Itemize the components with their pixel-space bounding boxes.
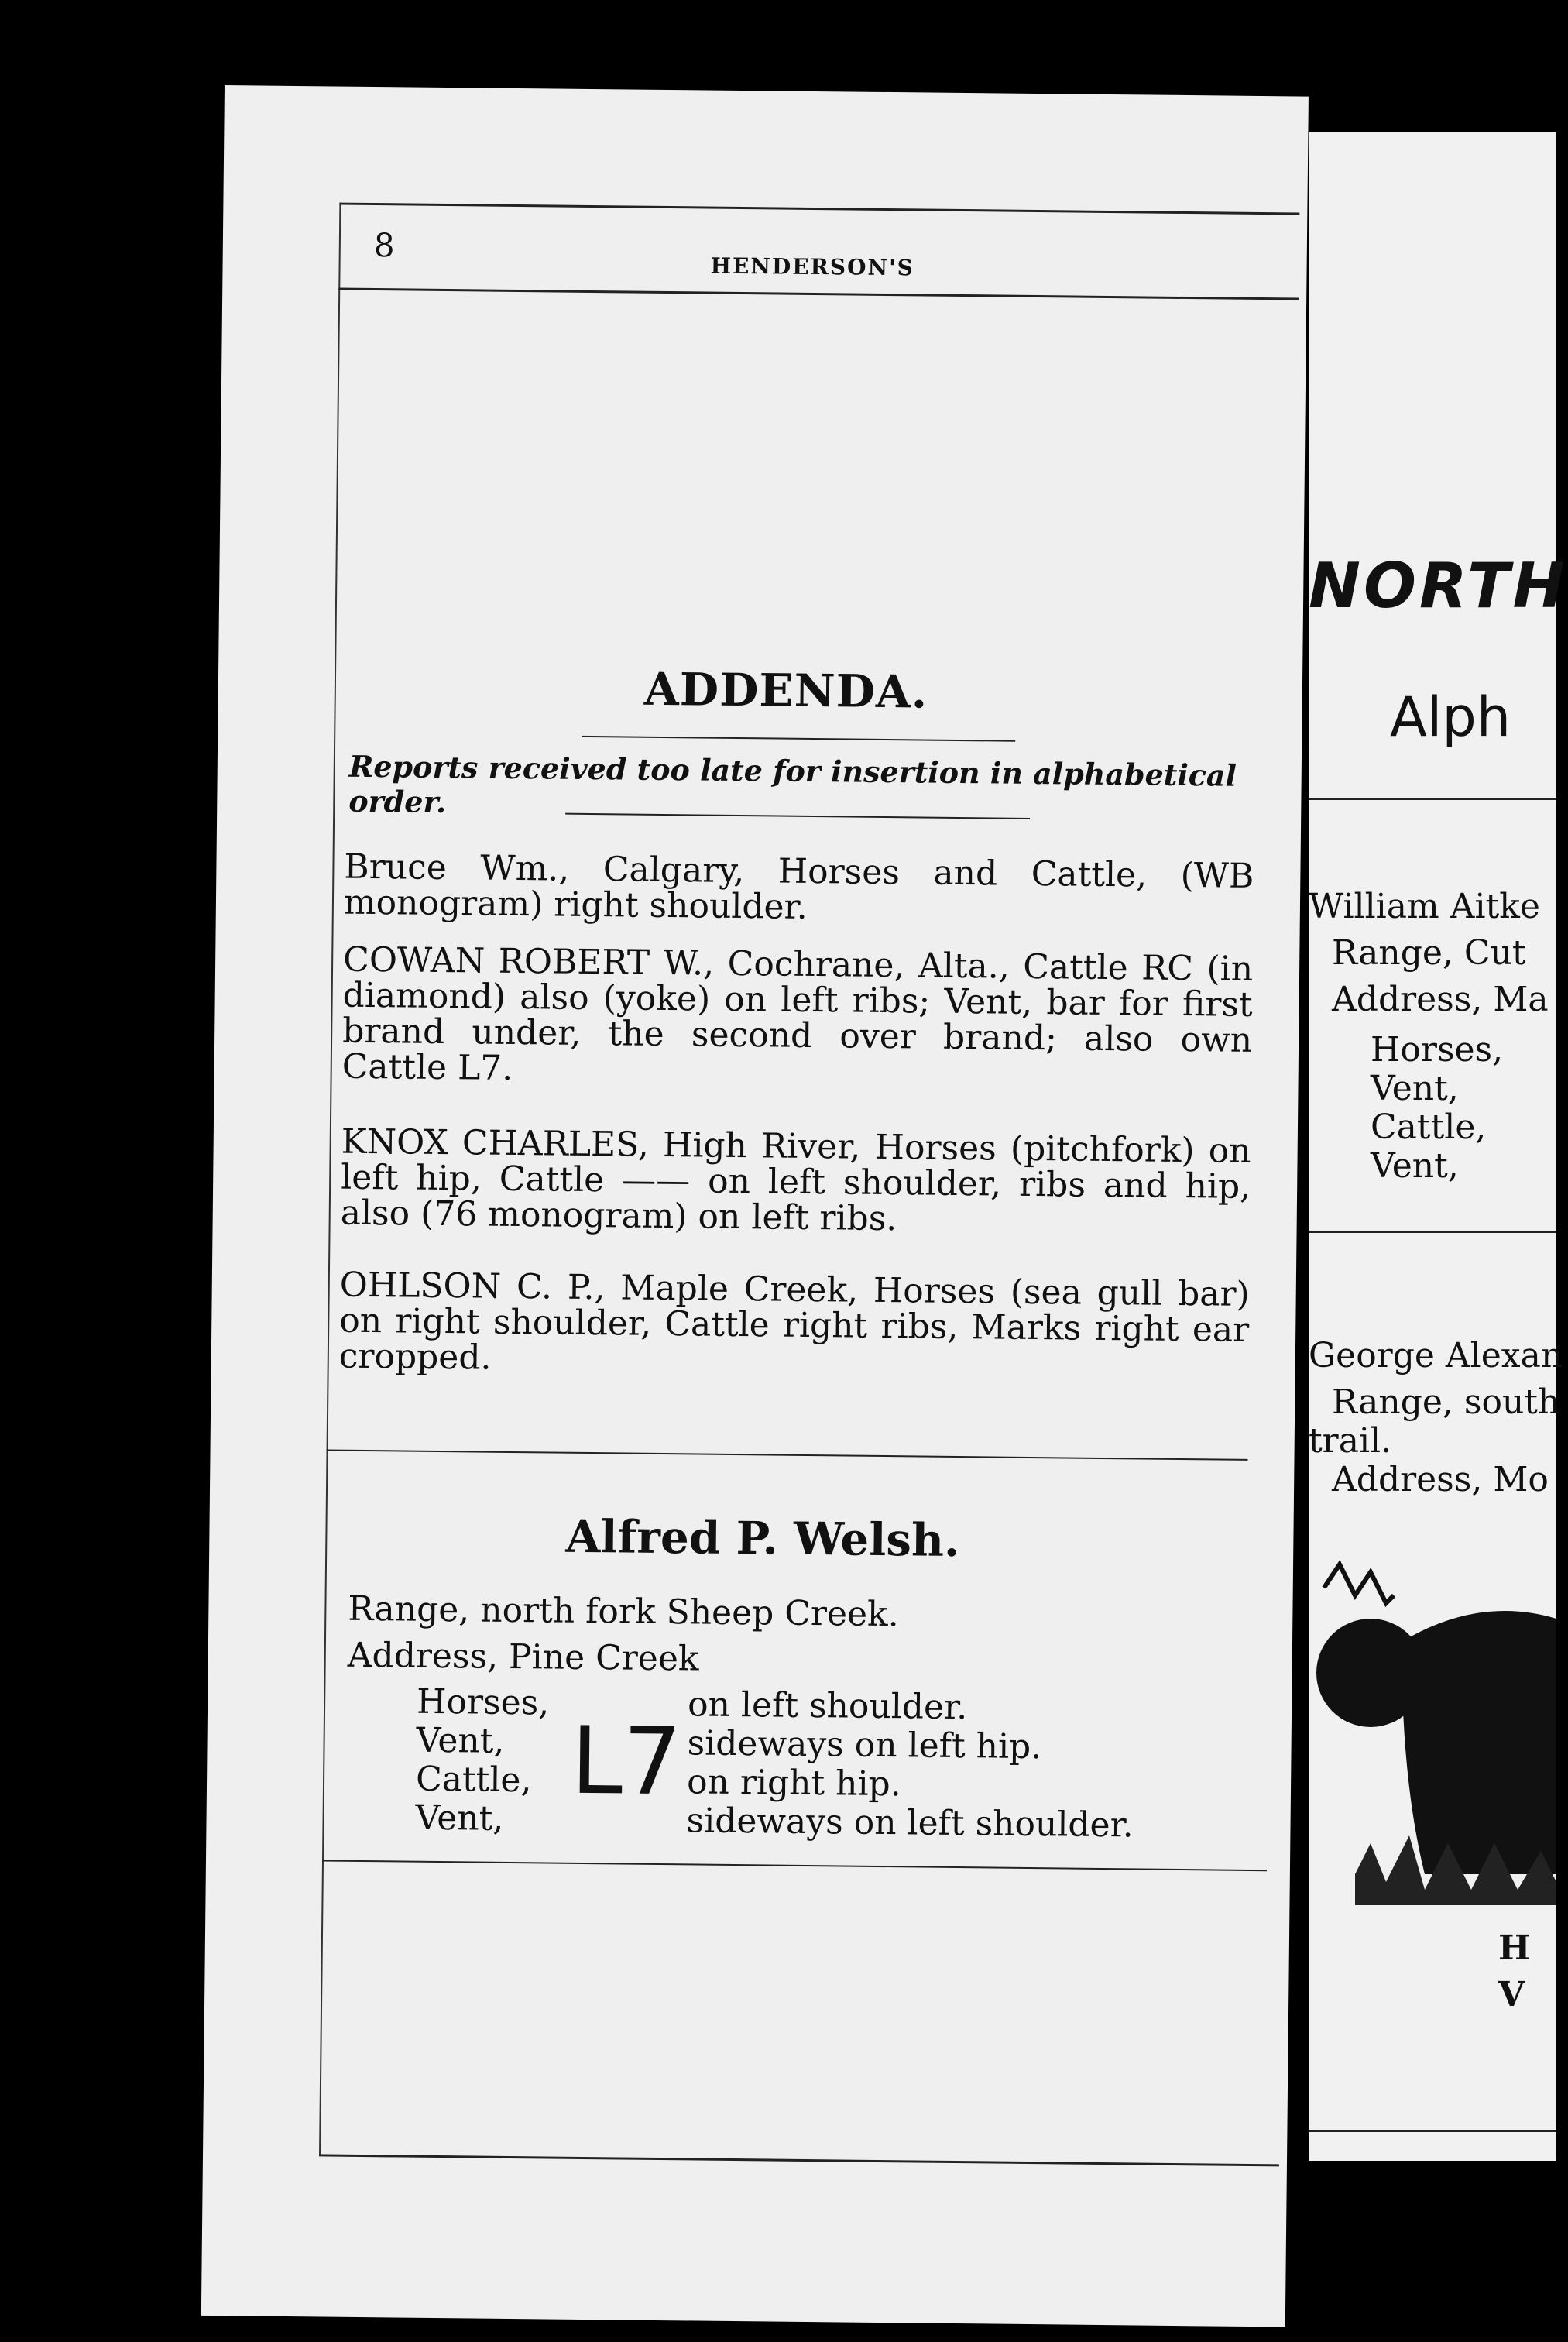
brand-mark: L7 bbox=[570, 1707, 683, 1817]
welsh-address: Address, Pine Creek bbox=[347, 1635, 699, 1679]
right-page-subtitle: Alph bbox=[1390, 685, 1511, 749]
right-entry-line: Cattle, bbox=[1371, 1107, 1487, 1147]
right-entry-line: Vent, bbox=[1371, 1069, 1459, 1108]
entry-bruce: Bruce Wm., Calgary, Horses and Cattle, (WB monogram) right shoulder. bbox=[343, 846, 1254, 927]
welsh-range: Range, north fork Sheep Creek. bbox=[348, 1588, 899, 1635]
right-section-rule bbox=[1309, 1231, 1556, 1233]
right-entry-line: Range, Cut bbox=[1332, 933, 1526, 973]
brand-label: Cattle, bbox=[415, 1759, 532, 1801]
right-entry-line: George Alexan bbox=[1309, 1336, 1563, 1375]
right-entry-line: William Aitke bbox=[1309, 887, 1540, 926]
entry-ohlson: OHLSON C. P., Maple Creek, Horses (sea gull bar) on right shoulder, Cattle right ribs, Marks right ear cropped. bbox=[338, 1265, 1250, 1378]
cow-illustration bbox=[1309, 1549, 1556, 1905]
page-number: 8 bbox=[373, 226, 395, 265]
right-entry-line: Vent, bbox=[1371, 1146, 1459, 1186]
brand-label: Vent, bbox=[415, 1798, 504, 1839]
right-entry-line: trail. bbox=[1309, 1421, 1392, 1461]
brand-description: on right hip. bbox=[686, 1762, 901, 1805]
right-entry-line: Range, south bbox=[1332, 1382, 1560, 1422]
right-entry-line: H bbox=[1498, 1928, 1531, 1968]
running-head: HENDERSON'S bbox=[710, 252, 915, 281]
entry-cowan: COWAN ROBERT W., Cochrane, Alta., Cattle RC (in diamond) also (yoke) on left ribs; Vent, bar for first brand under, the second over brand; also own Cattle L7. bbox=[341, 939, 1254, 1088]
brand-description: sideways on left shoulder. bbox=[686, 1801, 1134, 1846]
brand-label: Horses, bbox=[416, 1681, 550, 1723]
right-entry-line: V bbox=[1498, 1975, 1525, 2014]
right-page bbox=[1309, 132, 1568, 2161]
right-entry-line: Address, Mo bbox=[1332, 1460, 1549, 1499]
brand-description: on left shoulder. bbox=[687, 1684, 968, 1728]
right-entry-line: Address, Ma bbox=[1332, 980, 1549, 1019]
left-page bbox=[201, 85, 1309, 2327]
entry-knox: KNOX CHARLES, High River, Horses (pitchfork) on left hip, Cattle —— on left shoulder, ribs and hip, also (76 monogram) on left ribs. bbox=[340, 1121, 1251, 1239]
brand-description: sideways on left hip. bbox=[687, 1723, 1042, 1767]
brand-label: Vent, bbox=[416, 1720, 505, 1761]
welsh-name: Alfred P. Welsh. bbox=[565, 1509, 960, 1568]
addenda-subtitle: Reports received too late for insertion in alphabetical order. bbox=[348, 748, 1237, 820]
right-entry-line: Horses, bbox=[1371, 1030, 1504, 1070]
addenda-heading: ADDENDA. bbox=[643, 662, 928, 719]
right-bottom-rule bbox=[1309, 2130, 1556, 2132]
right-page-title: NORTH bbox=[1309, 550, 1568, 622]
right-rule bbox=[1309, 798, 1556, 800]
